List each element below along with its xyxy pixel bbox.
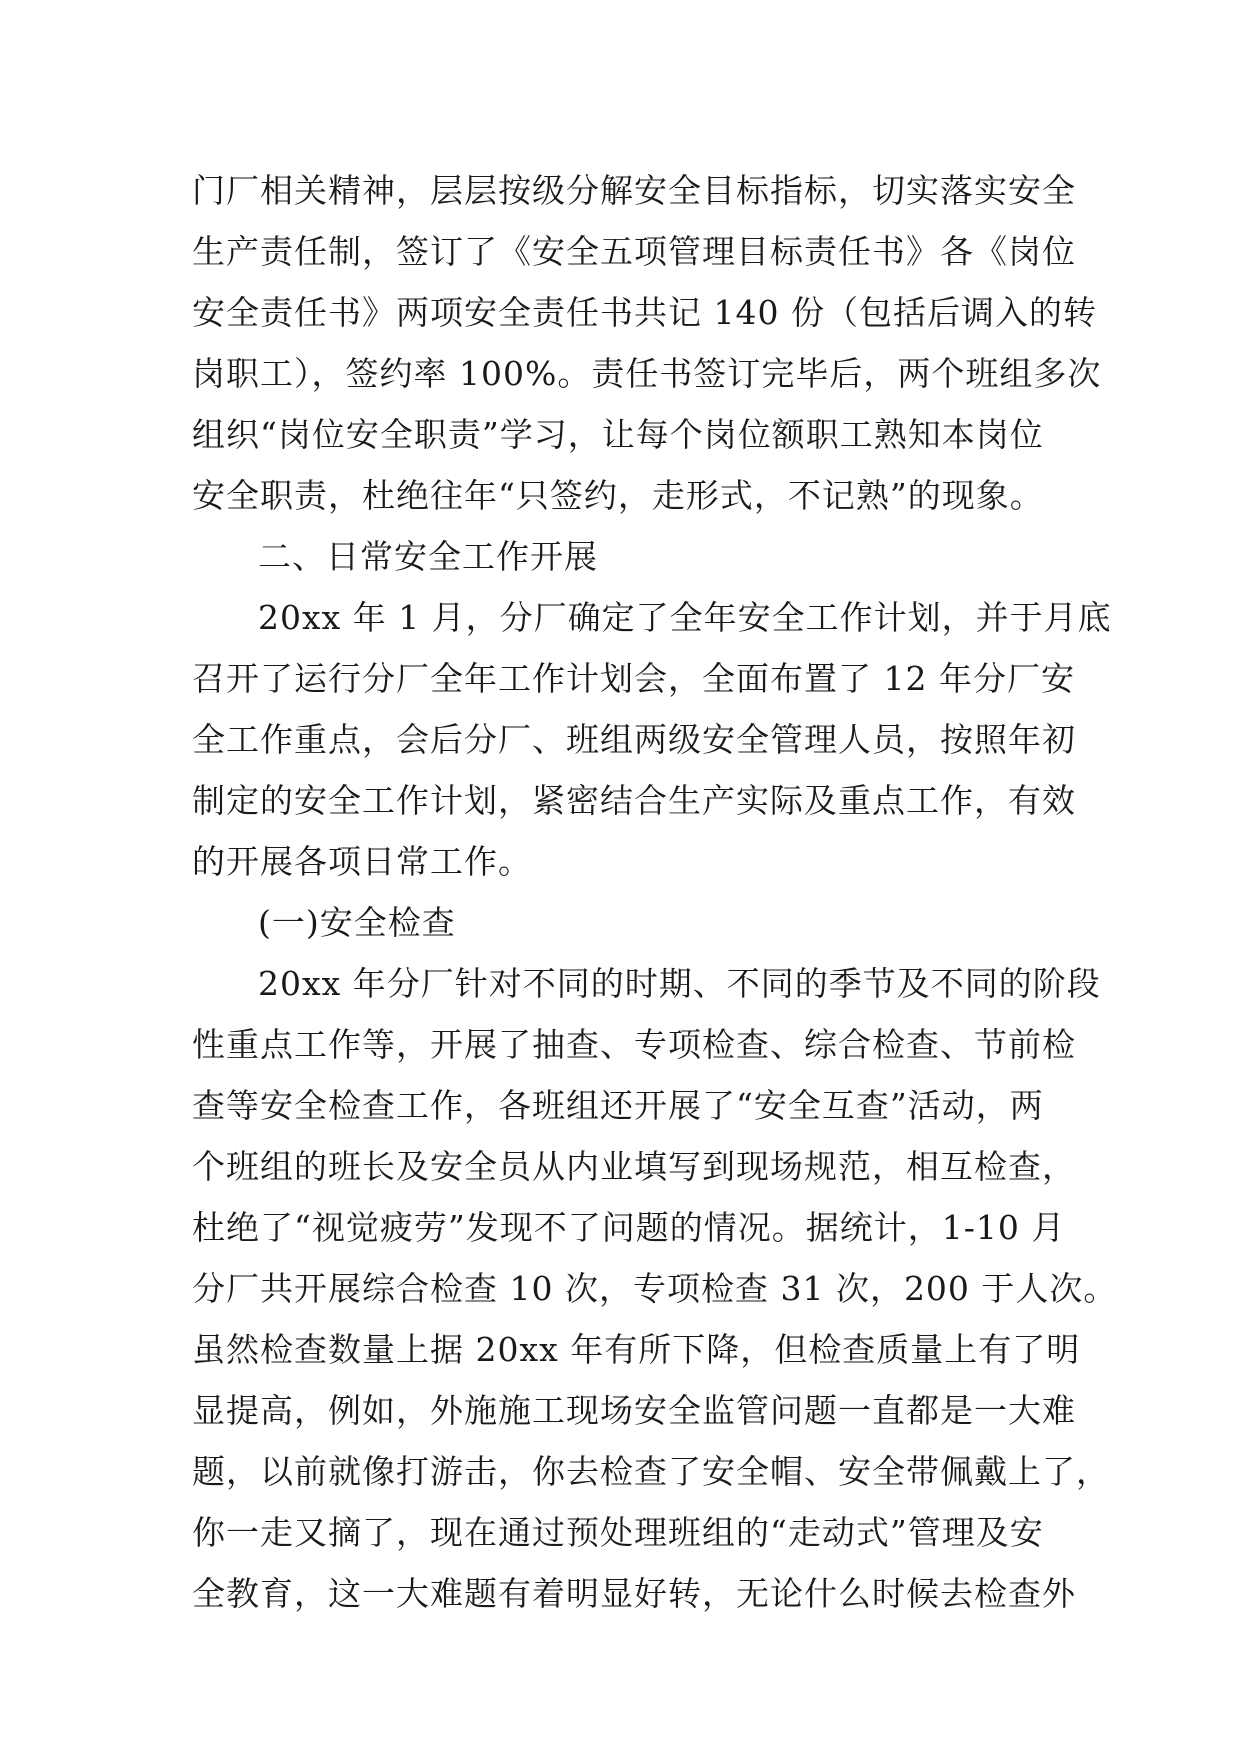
text-line: 组织“岗位安全职责”学习，让每个岗位额职工熟知本岗位 [192, 415, 1044, 454]
text-line: 门厂相关精神，层层按级分解安全目标指标，切实落实安全 [192, 171, 1076, 210]
text-line: 题，以前就像打游击，你去检查了安全帽、安全带佩戴上了， [192, 1452, 1110, 1491]
text-line: 性重点工作等，开展了抽查、专项检查、综合检查、节前检 [192, 1025, 1076, 1064]
text-line: 杜绝了“视觉疲劳”发现不了问题的情况。据统计，1-10 月 [192, 1208, 1066, 1247]
text-line: 安全责任书》两项安全责任书共记 140 份（包括后调入的转 [192, 293, 1097, 332]
text-line: 的开展各项日常工作。 [192, 842, 532, 881]
text-line: 岗职工），签约率 100%。责任书签订完毕后，两个班组多次 [192, 354, 1102, 393]
paragraph-start-line: 20xx 年 1 月，分厂确定了全年安全工作计划，并于月底 [258, 598, 1112, 637]
text-line: 全教育，这一大难题有着明显好转，无论什么时候去检查外 [192, 1574, 1076, 1613]
paragraph-start-line: (一)安全检查 [258, 903, 456, 942]
body-text [192, 160, 1118, 1624]
text-line: 生产责任制，签订了《安全五项管理目标责任书》各《岗位 [192, 232, 1076, 271]
text-line: 你一走又摘了，现在通过预处理班组的“走动式”管理及安 [192, 1513, 1044, 1552]
text-line: 制定的安全工作计划，紧密结合生产实际及重点工作，有效 [192, 781, 1076, 820]
text-line: 安全职责，杜绝往年“只签约，走形式，不记熟”的现象。 [192, 476, 1044, 515]
text-line: 查等安全检查工作，各班组还开展了“安全互查”活动，两 [192, 1086, 1044, 1125]
text-line: 个班组的班长及安全员从内业填写到现场规范，相互检查， [192, 1147, 1076, 1186]
text-line: 召开了运行分厂全年工作计划会，全面布置了 12 年分厂安 [192, 659, 1075, 698]
text-line: 显提高，例如，外施施工现场安全监管问题一直都是一大难 [192, 1391, 1076, 1430]
text-line: 虽然检查数量上据 20xx 年有所下降，但检查质量上有了明 [192, 1330, 1081, 1369]
paragraph-start-line: 二、日常安全工作开展 [258, 537, 598, 576]
text-line: 全工作重点，会后分厂、班组两级安全管理人员，按照年初 [192, 720, 1076, 759]
text-line: 分厂共开展综合检查 10 次，专项检查 31 次，200 于人次。 [192, 1269, 1118, 1308]
paragraph-start-line: 20xx 年分厂针对不同的时期、不同的季节及不同的阶段 [258, 964, 1101, 1003]
